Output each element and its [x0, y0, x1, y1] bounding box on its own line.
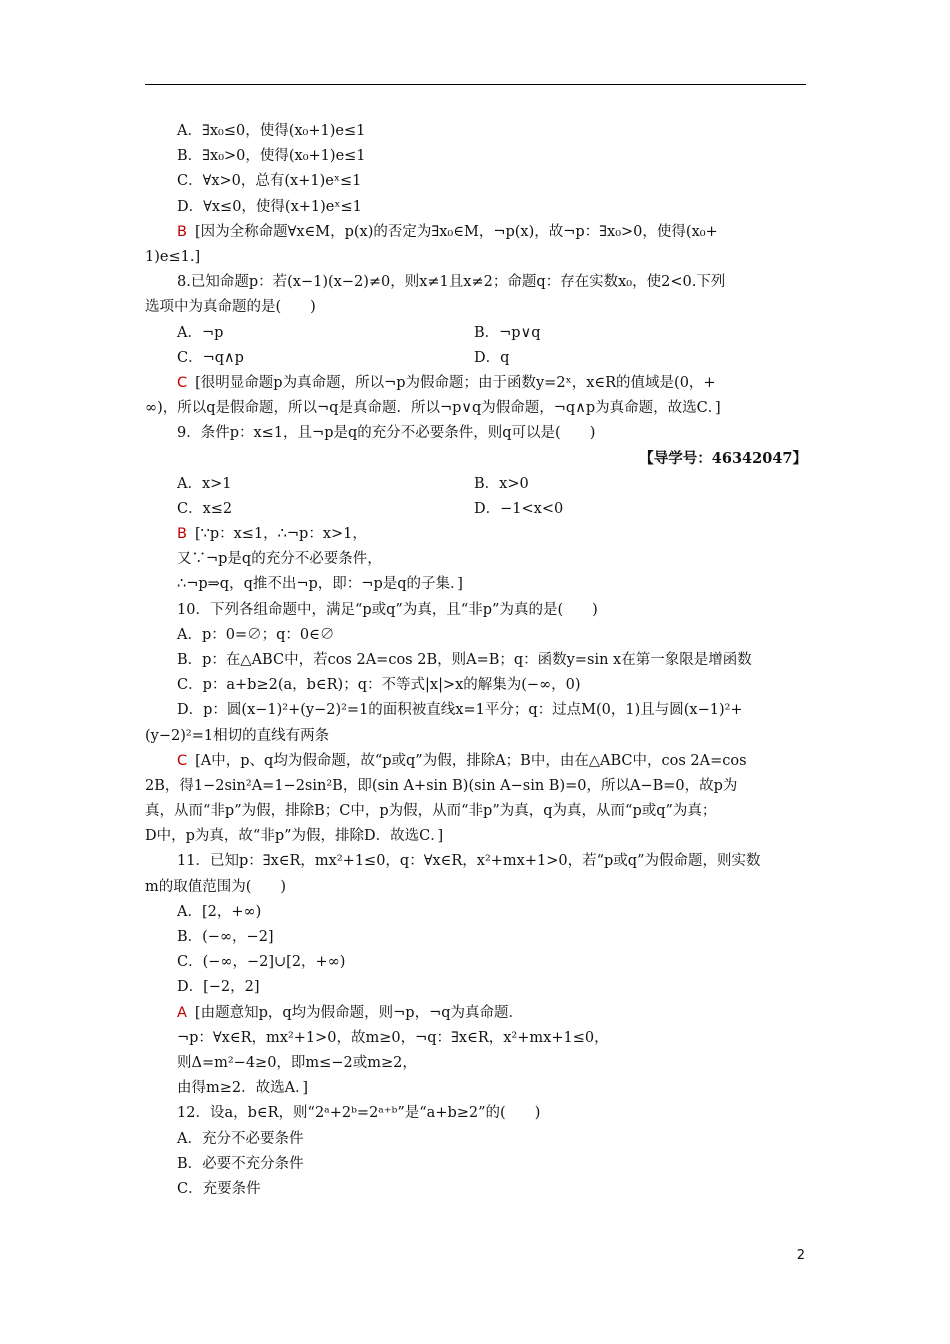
- q10-stem: 10．下列各组命题中，满足“p或q”为真，且“非p”为真的是( ): [177, 601, 598, 618]
- q9-option-a: A．x>1: [177, 475, 232, 492]
- q8-solution-cont: ∞)，所以q是假命题，所以¬q是真命题．所以¬p∨q为假命题，¬q∧p为真命题，故选C．]: [145, 400, 721, 417]
- q7-option-a: A．∃x₀≤0，使得(x₀+1)e≤1: [177, 123, 366, 139]
- q9-option-b: B．x>0: [474, 475, 529, 492]
- q9-stem: 9．条件p：x≤1，且¬p是q的充分不必要条件，则q可以是( ): [177, 425, 596, 442]
- q10-option-c: C．p：a+b≥2(a，b∈R)；q：不等式|x|>x的解集为(−∞，0): [177, 677, 581, 694]
- header-rule: [145, 84, 806, 85]
- q12-option-b: B．必要不充分条件: [177, 1155, 304, 1172]
- q11-solution-3: 则Δ=m²−4≥0，即m≤−2或m≥2，: [177, 1054, 417, 1071]
- q8-option-d: D．q: [474, 349, 510, 366]
- q10-option-d-cont: (y−2)²=1相切的直线有两条: [145, 727, 330, 744]
- q9-option-c: C．x≤2: [177, 500, 233, 517]
- q7-option-c: C．∀x>0，总有(x+1)eˣ≤1: [177, 173, 362, 190]
- q11-solution: A [由题意知p，q均为假命题，则¬p，¬q为真命题．: [177, 1004, 524, 1021]
- q11-option-d: D．[−2，2]: [177, 979, 260, 996]
- q12-option-a: A．充分不必要条件: [177, 1130, 304, 1147]
- q10-option-d: D．p：圆(x−1)²+(y−2)²=1的面积被直线x=1平分；q：过点M(0，1)且与圆(x−1)²+: [177, 702, 743, 719]
- q11-solution-2: ¬p：∀x∈R，mx²+1>0，故m≥0，¬q：∃x∈R，x²+mx+1≤0，: [177, 1029, 609, 1046]
- page-number: 2: [796, 1248, 805, 1263]
- q8-answer: C: [177, 374, 188, 391]
- q9-options-row-2: [145, 497, 807, 522]
- q10-option-a: A．p：0=∅；q：0∈∅: [177, 626, 335, 643]
- q8-option-a: A．¬p: [177, 324, 224, 341]
- q9-answer: B: [177, 526, 187, 542]
- page-content: [145, 119, 807, 1202]
- q11-solution-4: 由得m≥2．故选A．]: [177, 1080, 309, 1097]
- q9-solution-2: 又∵¬p是q的充分不必要条件，: [177, 551, 382, 568]
- q12-stem: 12．设a，b∈R，则“2ᵃ+2ᵇ=2ᵃ⁺ᵇ”是“a+b≥2”的( ): [177, 1105, 541, 1122]
- q7-option-b: B．∃x₀>0，使得(x₀+1)e≤1: [177, 148, 366, 165]
- q9-solution: B [∵p：x≤1，∴¬p：x>1，: [177, 526, 367, 542]
- q11-option-a: A．[2，+∞): [177, 903, 262, 920]
- q12-option-c: C．充要条件: [177, 1180, 261, 1197]
- q11-answer: A: [177, 1004, 187, 1021]
- guide-code: 【导学号：46342047】: [639, 450, 807, 468]
- q8-option-c: C．¬q∧p: [177, 349, 244, 366]
- q11-stem-cont: m的取值范围为( ): [145, 878, 287, 895]
- q7-solution: B [因为全称命题∀x∈M，p(x)的否定为∃x₀∈M，¬p(x)，故¬p：∃x₀>0，使得(x₀+: [177, 223, 718, 240]
- q9-solution-3: ∴¬p⇒q，q推不出¬p，即：¬p是q的子集．]: [177, 576, 463, 593]
- q7-solution-cont: 1)e≤1.]: [145, 248, 201, 265]
- q10-option-b: B．p：在△ABC中，若cos 2A=cos 2B，则A=B；q：函数y=sin x在第一象限是增函数: [177, 651, 752, 668]
- q10-solution-3: 真，从而“非p”为假，排除B；C中，p为假，从而“非p”为真，q为真，从而“p或q”为真；: [145, 803, 717, 820]
- q11-stem: 11．已知p：∃x∈R，mx²+1≤0，q：∀x∈R，x²+mx+1>0，若“p或q”为假命题，则实数: [177, 853, 761, 870]
- q11-option-b: B．(−∞，−2]: [177, 929, 274, 945]
- q9-option-d: D．−1<x<0: [474, 500, 564, 517]
- q10-answer: C: [177, 752, 188, 769]
- q8-options-row-1: [145, 321, 807, 346]
- q10-solution-2: 2B，得1−2sin²A=1−2sin²B，即(sin A+sin B)(sin A−sin B)=0，所以A−B=0，故p为: [145, 777, 738, 794]
- q10-solution-4: D中，p为真，故“非p”为假，排除D．故选C．]: [145, 828, 444, 845]
- q8-solution: C [很明显命题p为真命题，所以¬p为假命题；由于函数y=2ˣ，x∈R的值域是(0，+: [177, 374, 716, 391]
- q8-stem: 8.已知命题p：若(x−1)(x−2)≠0，则x≠1且x≠2；命题q：存在实数x₀，使2<0.下列: [177, 274, 726, 291]
- q8-option-b: B．¬p∨q: [474, 324, 541, 341]
- q10-solution: C [A中，p、q均为假命题，故“p或q”为假，排除A；B中，由在△ABC中，cos 2A=cos: [177, 752, 747, 769]
- q8-stem-cont: 选项中为真命题的是( ): [145, 299, 316, 316]
- q9-options-row-1: [145, 472, 807, 497]
- q7-option-d: D．∀x≤0，使得(x+1)eˣ≤1: [177, 198, 362, 215]
- q7-answer: B: [177, 223, 187, 240]
- q8-options-row-2: [145, 346, 807, 371]
- q11-option-c: C．(−∞，−2]∪[2，+∞): [177, 954, 346, 971]
